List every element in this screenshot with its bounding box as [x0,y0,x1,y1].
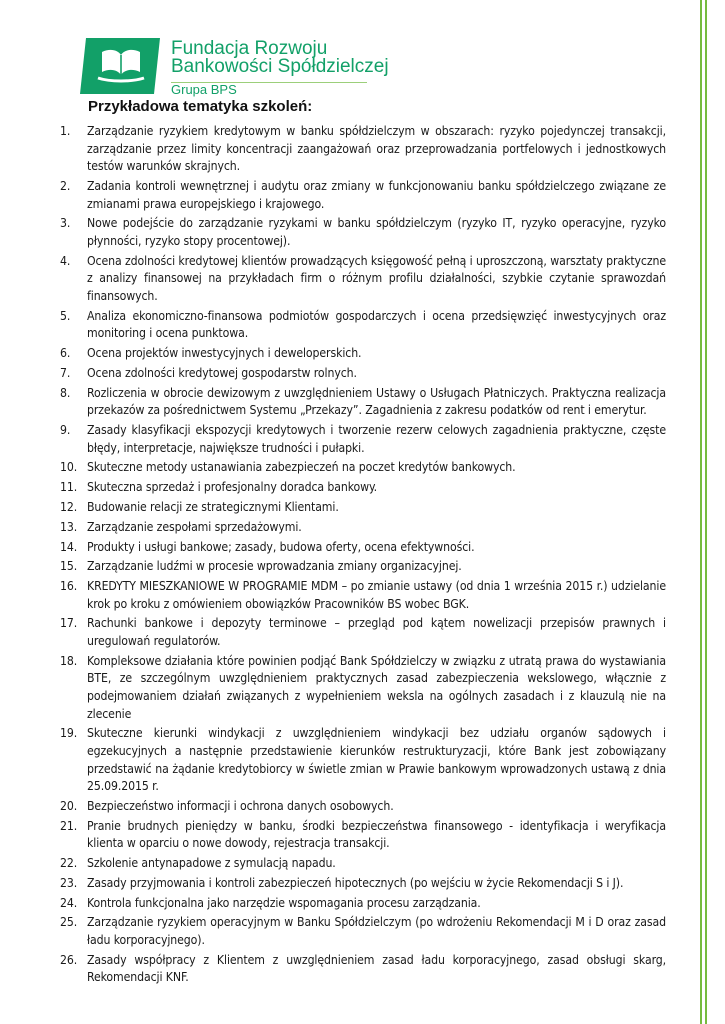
topic-text: Zasady klasyfikacji ekspozycji kredytowych i tworzenie rezerw celowych zagadnienia praktyczne, częste błędy, interpretacje, największe trudności i pułapki. [87,423,666,455]
topic-number: 13. [60,519,78,534]
topic-text: Analiza ekonomiczno-finansowa podmiotów gospodarczych i ocena przedsięwzięć inwestycyjnych oraz monitoring i ocena punktowa. [87,308,666,341]
topic-text: Skuteczne kierunki windykacji z uwzględnieniem windykacji bez udziału organów sądowych i egzekucyjnych a następnie przedstawienie kierunków restrukturyzacji, które Bank jest zobowiązany przedstawić na żądanie kredytobiorcy w świetle zmian w Prawie bankowym wprowadzonych ustawą z dnia 25.09.2015 r. [87,726,666,794]
topic-text: Kompleksowe działania które powinien podjąć Bank Spółdzielczy w związku z utratą prawa do wystawiania BTE, ze szczególnym uwzględnieniem praktycznych zasad zabezpieczenia wekslowego, włącznie z podejmowaniem działań związanych z wypełnieniem weksla na ogólnych zasadach i z klauzulą nie na zlecenie [87,653,666,721]
topic-item [60,499,666,517]
topic-item [60,385,666,420]
topic-item [60,914,666,949]
topic-item [60,178,666,213]
topic-item [60,725,666,795]
topic-number: 3. [60,216,71,231]
topic-text: Budowanie relacji ze strategicznymi Klientami. [87,499,339,514]
topic-text: Zasady współpracy z Klientem z uwzględnieniem zasad ładu korporacyjnego, zasad obsługi skarg, Rekomendacji KNF. [87,952,666,985]
topic-text: Rachunki bankowe i depozyty terminowe – przegląd pod kątem nowelizacji przepisów prawnych i uregulowań regulatorów. [87,616,666,649]
topic-text: Szkolenie antynapadowe z symulacją napadu. [87,856,336,871]
topic-number: 17. [60,616,78,631]
topic-text: Zarządzanie ludźmi w procesie wprowadzania zmiany organizacyjnej. [87,559,462,574]
topic-number: 8. [60,385,71,400]
topic-item [60,519,666,537]
topic-text: Zarządzanie ryzykiem kredytowym w banku spółdzielczym w obszarach: ryzyko pojedynczej transakcji, zarządzanie przez limity koncentracji zaangażowań oraz przeprowadzania portfelowych i jednostkowych testów warunków skrajnych. [87,124,666,174]
topic-item [60,479,666,497]
topic-text: Rozliczenia w obrocie dewizowym z uwzględnieniem Ustawy o Usługach Płatniczych. Praktyczna realizacja przekazów za pośrednictwem Systemu „Przekazy”. Zagadnienia z zakresu podatków od rent i emerytur. [87,385,666,418]
topic-item [60,653,666,723]
topic-text: Bezpieczeństwo informacji i ochrona danych osobowych. [87,798,394,813]
topic-text: Pranie brudnych pieniędzy w banku, środki bezpieczeństwa finansowego - identyfikacja i weryfikacja klienta w oparciu o nowe dowody, rejestracja transakcji. [87,818,666,851]
topic-number: 12. [60,499,78,514]
topic-item [60,539,666,557]
topic-number: 5. [60,308,71,323]
topic-item [60,459,666,477]
topic-item [60,558,666,576]
topic-number: 18. [60,653,78,668]
topic-item [60,215,666,250]
topic-item [60,895,666,913]
topic-text: Kontrola funkcjonalna jako narzędzie wspomagania procesu zarządzania. [87,895,481,910]
topic-number: 11. [60,480,78,495]
topic-number: 15. [60,559,78,574]
topic-number: 20. [60,798,78,813]
logo-group-name: Grupa BPS [171,82,237,97]
topic-text: KREDYTY MIESZKANIOWE W PROGRAMIE MDM – po zmianie ustawy (od dnia 1 września 2015 r.) udzielanie krok po kroku z omówieniem obowiązków Pracowników BS wobec BGK. [87,579,666,611]
topic-number: 7. [60,365,71,380]
topic-item [60,952,666,987]
topic-text: Nowe podejście do zarządzanie ryzykami w banku spółdzielczym (ryzyko IT, ryzyko operacyjne, ryzyko płynności, ryzyko stopy procentowej). [87,216,666,248]
topic-number: 23. [60,875,78,890]
topic-number: 16. [60,579,78,594]
topic-number: 14. [60,539,78,554]
topic-number: 19. [60,726,78,741]
topic-text: Ocena zdolności kredytowej klientów prowadzących księgowość pełną i uproszczoną, warsztaty praktyczne z analizy finansowej na przykładach firm o różnym profilu działalności, szybkie czytanie sprawozdań finansowych. [87,253,666,303]
topic-item [60,578,666,613]
topic-number: 4. [60,253,71,268]
topic-number: 21. [60,818,78,833]
topic-number: 2. [60,178,71,193]
logo-title-line-2: Bankowości Spółdzielczej [171,56,389,77]
topic-number: 25. [60,915,78,930]
topic-number: 6. [60,346,71,361]
topic-item [60,253,666,306]
topic-text: Ocena zdolności kredytowej gospodarstw rolnych. [87,365,357,380]
topic-text: Zarządzanie ryzykiem operacyjnym w Banku Spółdzielczym (po wdrożeniu Rekomendacji M i D oraz zasad ładu korporacyjnego). [87,915,666,948]
topic-text: Ocena projektów inwestycyjnych i deweloperskich. [87,346,362,361]
page-border-stripe [700,0,702,1024]
topic-number: 1. [60,124,71,138]
topic-text: Skuteczne metody ustanawiania zabezpieczeń na poczet kredytów bankowych. [87,460,516,475]
page-border-stripe [705,0,707,1024]
topic-number: 26. [60,952,78,967]
page-heading: Przykładowa tematyka szkoleń: [88,98,313,115]
topic-number: 9. [60,423,71,437]
topic-item [60,345,666,363]
topic-item [60,875,666,893]
logo-mark-icon [80,38,160,94]
topic-item [60,855,666,873]
topic-item [60,818,666,853]
topic-text: Skuteczna sprzedaż i profesjonalny doradca bankowy. [87,480,378,495]
training-topics-list [60,123,666,989]
topic-number: 10. [60,460,78,475]
topic-text: Zadania kontroli wewnętrznej i audytu oraz zmiany w funkcjonowaniu banku spółdzielczego związane ze zmianami prawa europejskiego i krajowego. [87,178,666,211]
topic-item [60,422,666,457]
topic-item [60,615,666,650]
topic-item [60,123,666,176]
topic-item [60,365,666,383]
topic-text: Zarządzanie zespołami sprzedażowymi. [87,519,302,534]
topic-text: Produkty i usługi bankowe; zasady, budowa oferty, ocena efektywności. [87,539,475,554]
topic-item [60,798,666,816]
topic-item [60,308,666,343]
logo-title-line-1: Fundacja Rozwoju [171,38,328,59]
foundation-logo [80,38,389,98]
topic-text: Zasady przyjmowania i kontroli zabezpieczeń hipotecznych (po wejściu w życie Rekomendacji S i J). [87,875,624,890]
topic-number: 22. [60,856,78,871]
topic-number: 24. [60,895,78,910]
